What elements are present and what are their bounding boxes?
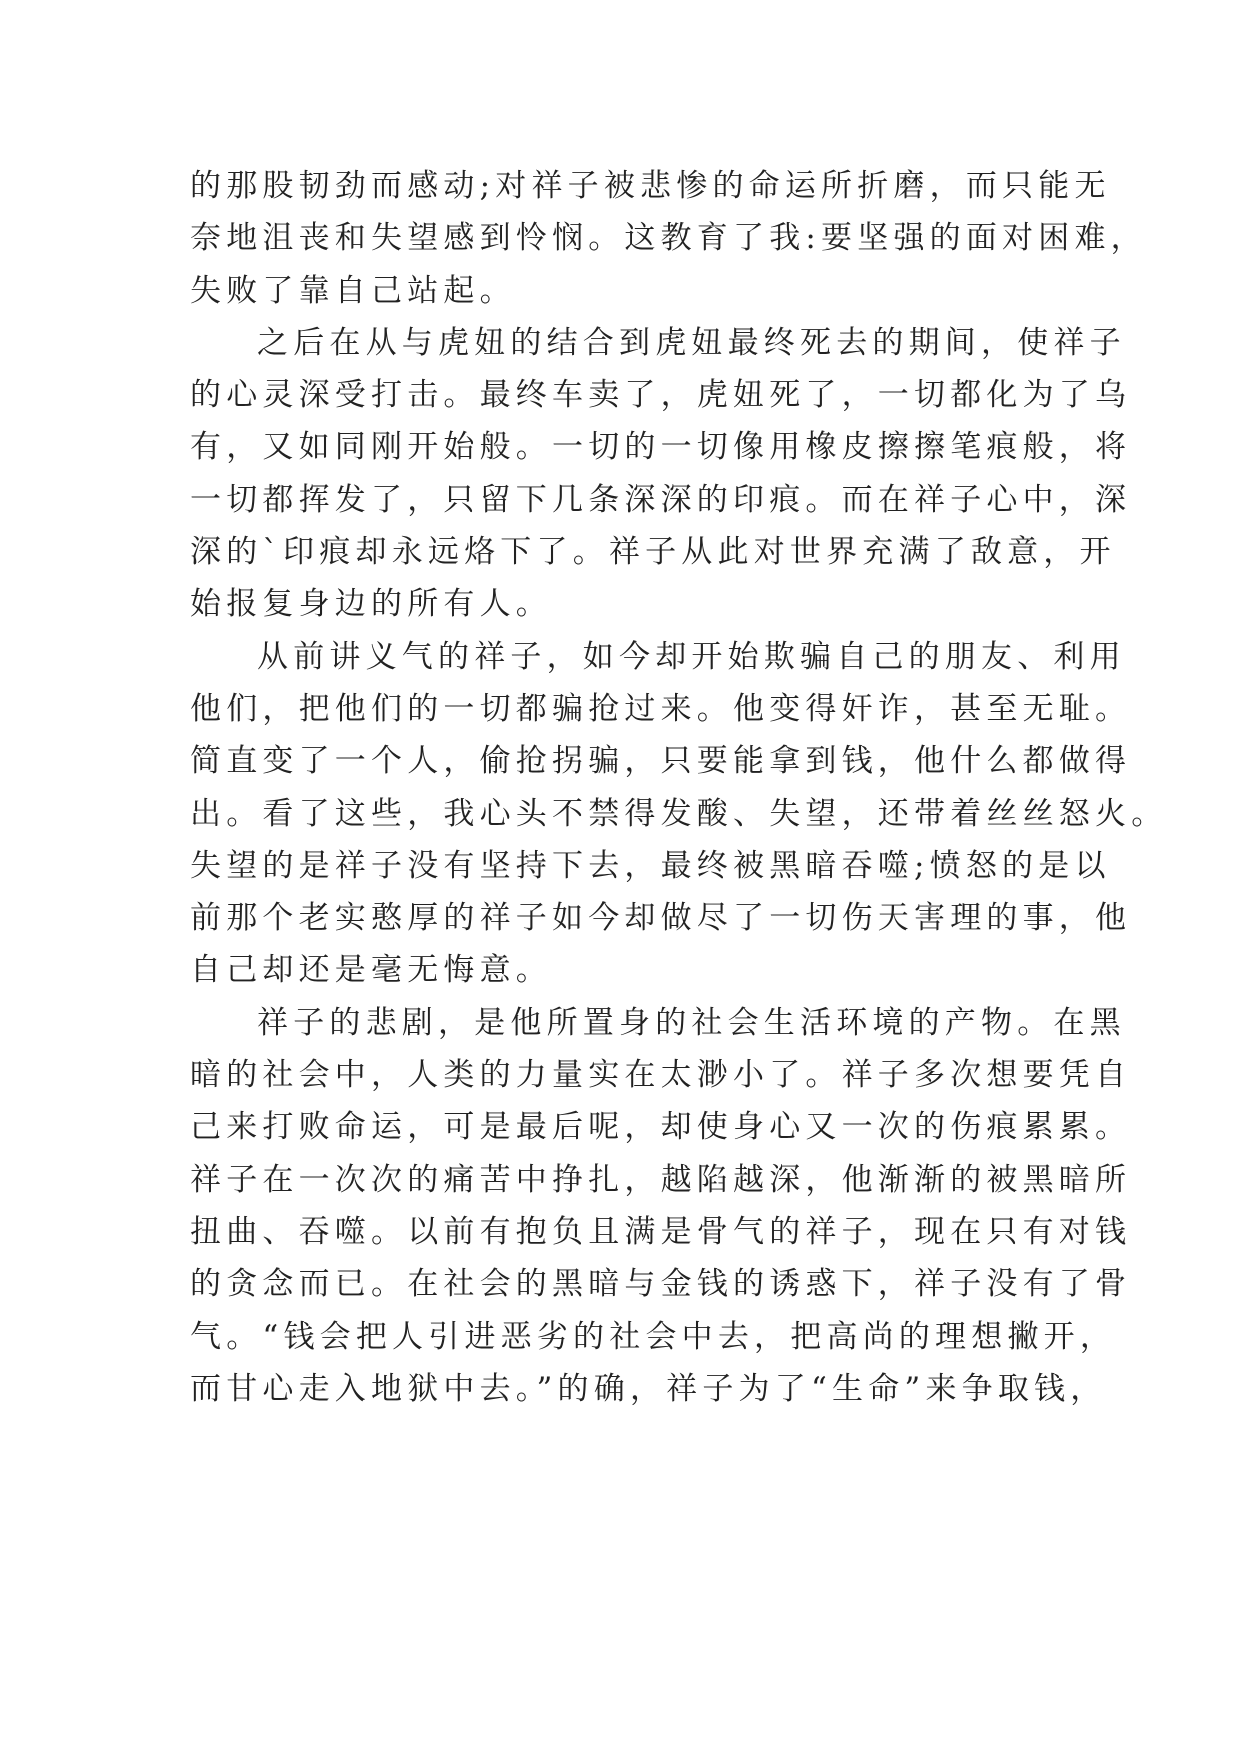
text-line: 气。“钱会把人引进恶劣的社会中去，把高尚的理想撇开， — [190, 1318, 1117, 1355]
body-text — [190, 160, 1168, 1415]
text-line: 失望的是祥子没有坚持下去，最终被黑暗吞噬;愤怒的是以 — [190, 847, 1111, 884]
text-line: 他们，把他们的一切都骗抢过来。他变得奸诈，甚至无耻。 — [190, 690, 1132, 727]
text-line: 的心灵深受打击。最终车卖了，虎妞死了，一切都化为了乌 — [190, 377, 1132, 414]
text-line: 之后在从与虎妞的结合到虎妞最终死去的期间，使祥子 — [257, 324, 1126, 361]
text-line: 奈地沮丧和失望感到怜悯。这教育了我:要坚强的面对困难， — [190, 220, 1147, 257]
paragraph-2 — [190, 317, 1132, 631]
text-line: 的那股韧劲而感动;对祥子被悲惨的命运所折磨，而只能无 — [190, 168, 1111, 204]
text-line: 自己却还是毫无悔意。 — [190, 952, 552, 989]
text-line: 始报复身边的所有人。 — [190, 586, 552, 623]
text-line: 祥子在一次次的痛苦中挣扎，越陷越深，他渐渐的被黑暗所 — [190, 1161, 1132, 1198]
text-line: 一切都挥发了，只留下几条深深的印痕。而在祥子心中，深 — [190, 481, 1132, 518]
text-line: 己来打败命运，可是最后呢，却使身心又一次的伤痕累累。 — [190, 1109, 1132, 1146]
paragraph-3 — [190, 631, 1168, 997]
text-line: 从前讲义气的祥子，如今却开始欺骗自己的朋友、利用 — [257, 638, 1126, 675]
text-line: 祥子的悲剧，是他所置身的社会生活环境的产物。在黑 — [257, 1004, 1126, 1041]
paragraph-4 — [190, 997, 1132, 1415]
text-line: 而甘心走入地狱中去。”的确，祥子为了“生命”来争取钱， — [190, 1370, 1107, 1407]
text-line: 有，又如同刚开始般。一切的一切像用橡皮擦擦笔痕般，将 — [190, 429, 1132, 466]
text-line: 的贪念而已。在社会的黑暗与金钱的诱惑下，祥子没有了骨 — [190, 1266, 1132, 1303]
text-line: 前那个老实憨厚的祥子如今却做尽了一切伤天害理的事，他 — [190, 900, 1132, 937]
text-line: 暗的社会中，人类的力量实在太渺小了。祥子多次想要凭自 — [190, 1057, 1132, 1094]
text-line: 简直变了一个人，偷抢拐骗，只要能拿到钱，他什么都做得 — [190, 743, 1132, 780]
paragraph-1 — [190, 160, 1147, 317]
text-line: 扭曲、吞噬。以前有抱负且满是骨气的祥子，现在只有对钱 — [190, 1213, 1132, 1250]
text-line: 深的`印痕却永远烙下了。祥子从此对世界充满了敌意，开 — [190, 534, 1116, 571]
text-line: 失败了靠自己站起。 — [190, 272, 516, 309]
text-line: 出。看了这些，我心头不禁得发酸、失望，还带着丝丝怒火。 — [190, 795, 1168, 832]
